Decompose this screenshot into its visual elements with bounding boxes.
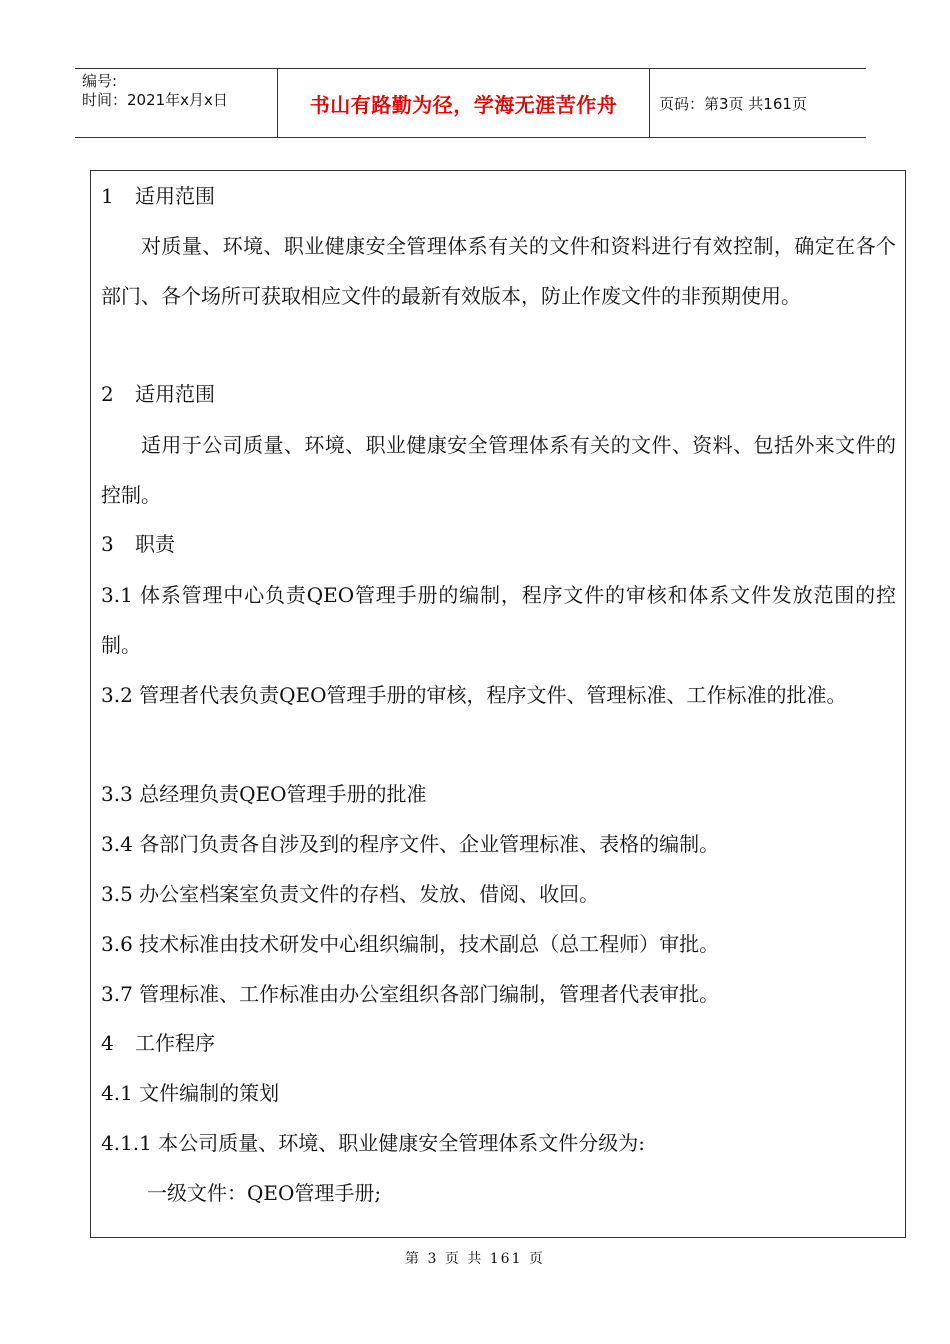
item-3-3: 3.3 总经理负责QEO管理手册的批准: [101, 782, 427, 806]
page-footer: 第 3 页 共 161 页: [405, 1251, 545, 1267]
item-text: 3.1 体系管理中心负责QEO管理手册的编制，程序文件的审核和体系文件发放范围的控制。: [101, 583, 896, 657]
section-1-paragraph: [101, 221, 896, 321]
item-3-1: [101, 570, 896, 670]
content-frame: [90, 170, 906, 1238]
item-3-7: 3.7 管理标准、工作标准由办公室组织各部门编制，管理者代表审批。: [101, 982, 720, 1006]
header-motto-cell: [278, 69, 650, 137]
section-2-heading: [101, 380, 215, 408]
section-number: 3: [101, 532, 114, 556]
paragraph-text: 对质量、环境、职业健康安全管理体系有关的文件和资料进行有效控制，确定在各个部门、各个场所可获取相应文件的最新有效版本，防止作废文件的非预期使用。: [101, 234, 896, 308]
document-header: [75, 68, 866, 138]
section-1-heading: [101, 182, 215, 210]
section-title: 工作程序: [135, 1031, 215, 1055]
item-4-1-1: 4.1.1 本公司质量、环境、职业健康安全管理体系文件分级为:: [101, 1131, 645, 1155]
section-number: 1: [101, 184, 114, 208]
section-title: 适用范围: [135, 184, 215, 208]
section-number: 2: [101, 382, 114, 406]
header-meta-cell: [75, 69, 278, 137]
header-page-cell: [650, 69, 866, 137]
section-number: 4: [101, 1031, 114, 1055]
item-3-2: [101, 670, 896, 720]
section-4-heading: [101, 1029, 215, 1057]
page-code: 页码：第3页 共161页: [659, 94, 807, 113]
paragraph-text: 适用于公司质量、环境、职业健康安全管理体系有关的文件、资料、包括外来文件的控制。: [101, 433, 896, 507]
item-text: 3.2 管理者代表负责QEO管理手册的审核，程序文件、管理标准、工作标准的批准。: [101, 683, 847, 707]
section-2-paragraph: [101, 420, 896, 520]
item-3-5: 3.5 办公室档案室负责文件的存档、发放、借阅、收回。: [101, 882, 600, 906]
item-3-6: 3.6 技术标准由技术研发中心组织编制，技术副总（总工程师）审批。: [101, 932, 720, 956]
item-3-4: 3.4 各部门负责各自涉及到的程序文件、企业管理标准、表格的编制。: [101, 832, 720, 856]
level-1-document: 一级文件：QEO管理手册;: [147, 1181, 382, 1205]
item-4-1: 4.1 文件编制的策划: [101, 1081, 280, 1105]
section-3-heading: [101, 530, 175, 558]
motto-text: 书山有路勤为径，学海无涯苦作舟: [309, 92, 618, 117]
time-label: 时间：2021年x月x日: [82, 91, 228, 109]
section-title: 适用范围: [135, 382, 215, 406]
number-label: 编号:: [82, 72, 118, 90]
section-title: 职责: [135, 532, 175, 556]
